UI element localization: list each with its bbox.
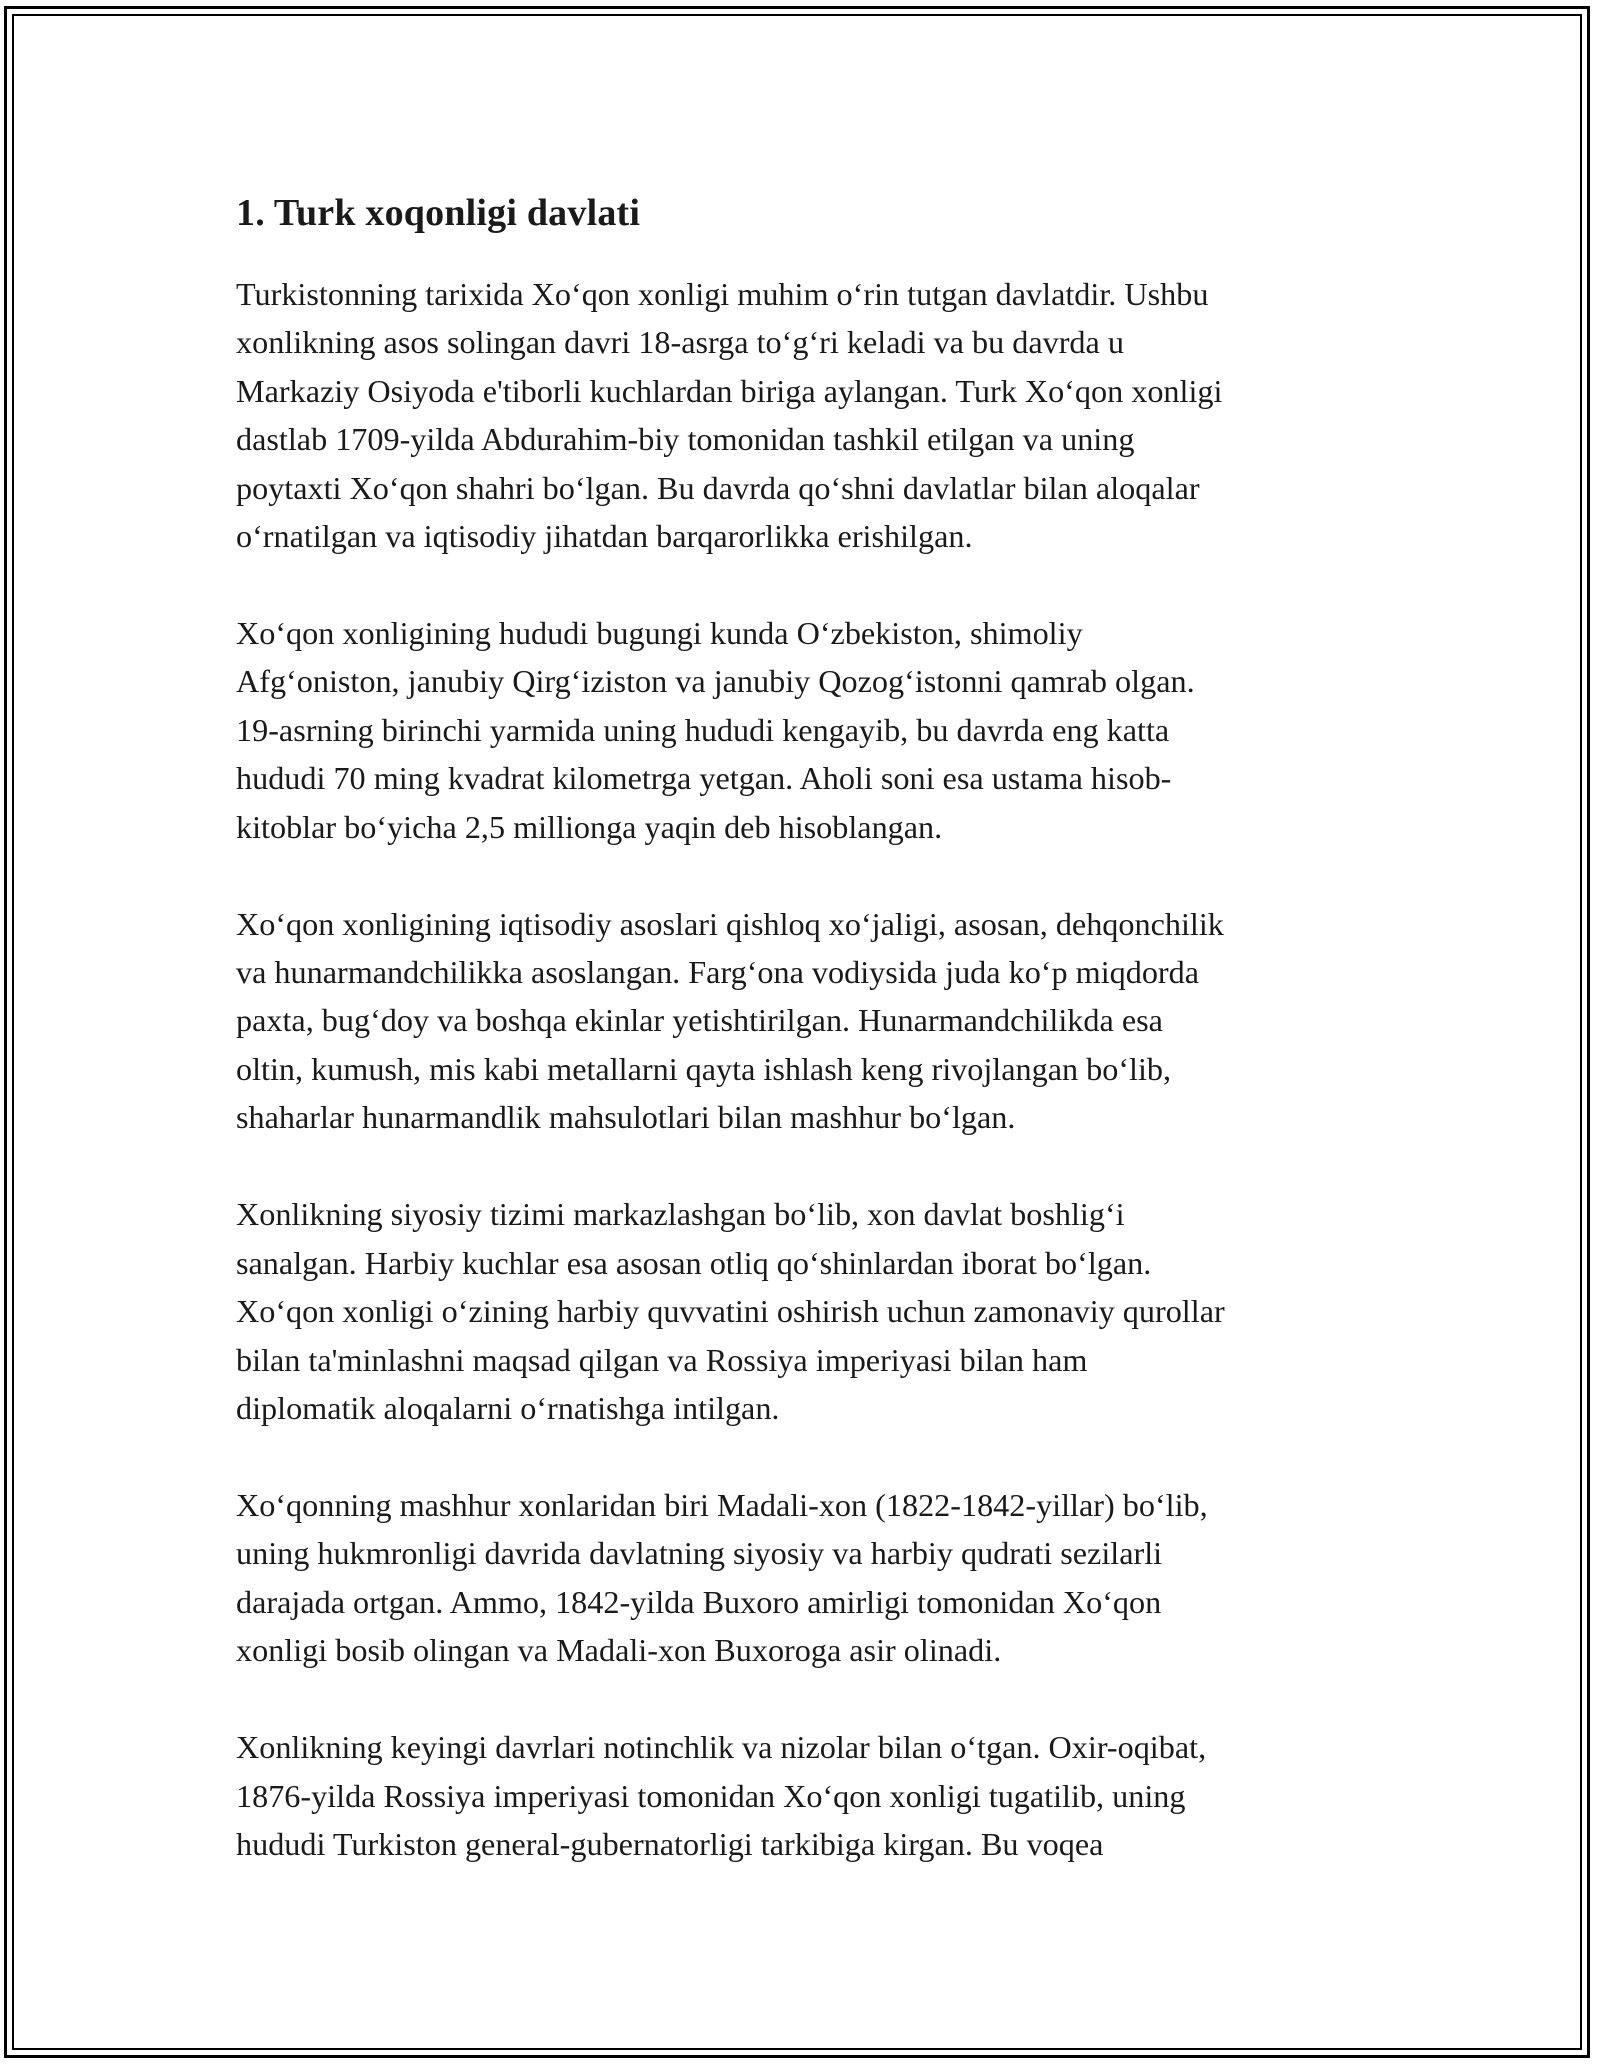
text-line: oʻrnatilgan va iqtisodiy jihatdan barqarorlikka erishilgan. — [236, 518, 973, 555]
text-line: Xonlikning keyingi davrlari notinchlik va nizolar bilan oʻtgan. Oxir-oqibat, — [236, 1729, 1207, 1766]
paragraph-5 — [236, 1481, 1386, 1675]
text-line: xonlikning asos solingan davri 18-asrga toʻgʻri keladi va bu davrda u — [236, 324, 1124, 361]
text-line: 1876-yilda Rossiya imperiyasi tomonidan Xoʻqon xonligi tugatilib, uning — [236, 1777, 1186, 1814]
text-line: Turkistonning tarixida Xoʻqon xonligi muhim oʻrin tutgan davlatdir. Ushbu — [236, 276, 1209, 312]
text-line: paxta, bugʻdoy va boshqa ekinlar yetishtirilgan. Hunarmandchilikda esa — [236, 1002, 1163, 1039]
text-line: Xoʻqon xonligining iqtisodiy asoslari qishloq xoʻjaligi, asosan, dehqonchilik — [236, 905, 1224, 942]
text-line: hududi Turkiston general-gubernatorligi tarkibiga kirgan. Bu voqea — [236, 1825, 1104, 1862]
text-line: Xonlikning siyosiy tizimi markazlashgan boʻlib, xon davlat boshligʻi — [236, 1196, 1125, 1233]
text-line: Xoʻqon xonligi oʻzining harbiy quvvatini oshirish uchun zamonaviy qurollar — [236, 1293, 1225, 1330]
text-line: bilan ta'minlashni maqsad qilgan va Rossiya imperiyasi bilan ham — [236, 1341, 1088, 1378]
document-body — [236, 186, 1386, 1917]
paragraph-6 — [236, 1723, 1386, 1868]
text-line: Xoʻqon xonligining hududi bugungi kunda Oʻzbekiston, shimoliy — [236, 615, 1083, 652]
text-line: dastlab 1709-yilda Abdurahim-biy tomonidan tashkil etilgan va uning — [236, 421, 1135, 458]
text-line: diplomatik aloqalarni oʻrnatishga intilgan. — [236, 1389, 780, 1426]
text-line: kitoblar boʻyicha 2,5 millionga yaqin deb hisoblangan. — [236, 808, 943, 845]
text-line: Xoʻqonning mashhur xonlaridan biri Madali-xon (1822-1842-yillar) boʻlib, — [236, 1486, 1208, 1523]
text-line: hududi 70 ming kvadrat kilometrga yetgan. Aholi soni esa ustama hisob- — [236, 760, 1172, 797]
text-line: oltin, kumush, mis kabi metallarni qayta ishlash keng rivojlangan boʻlib, — [236, 1050, 1172, 1087]
text-line: Afgʻoniston, janubiy Qirgʻiziston va janubiy Qozogʻistonni qamrab olgan. — [236, 663, 1195, 700]
text-line: shaharlar hunarmandlik mahsulotlari bilan mashhur boʻlgan. — [236, 1099, 1016, 1136]
text-line: 19-asrning birinchi yarmida uning hududi kengayib, bu davrda eng katta — [236, 711, 1170, 748]
text-line: uning hukmronligi davrida davlatning siyosiy va harbiy qudrati sezilarli — [236, 1535, 1163, 1572]
section-heading: 1. Turk xoqonligi davlati — [236, 192, 641, 234]
text-line: sanalgan. Harbiy kuchlar esa asosan otliq qoʻshinlardan iborat boʻlgan. — [236, 1244, 1152, 1281]
text-line: xonligi bosib olingan va Madali-xon Buxoroga asir olinadi. — [236, 1632, 1002, 1669]
paragraph-3 — [236, 900, 1386, 1142]
text-line: darajada ortgan. Ammo, 1842-yilda Buxoro amirligi tomonidan Xoʻqon — [236, 1583, 1162, 1620]
paragraph-4 — [236, 1190, 1386, 1432]
paragraph-2 — [236, 609, 1386, 851]
paragraph-1 — [236, 270, 1386, 560]
text-line: va hunarmandchilikka asoslangan. Fargʻona vodiysida juda koʻp miqdorda — [236, 954, 1200, 991]
text-line: Markaziy Osiyoda e'tiborli kuchlardan biriga aylangan. Turk Xoʻqon xonligi — [236, 372, 1223, 409]
text-line: poytaxti Xoʻqon shahri boʻlgan. Bu davrda qoʻshni davlatlar bilan aloqalar — [236, 469, 1200, 506]
